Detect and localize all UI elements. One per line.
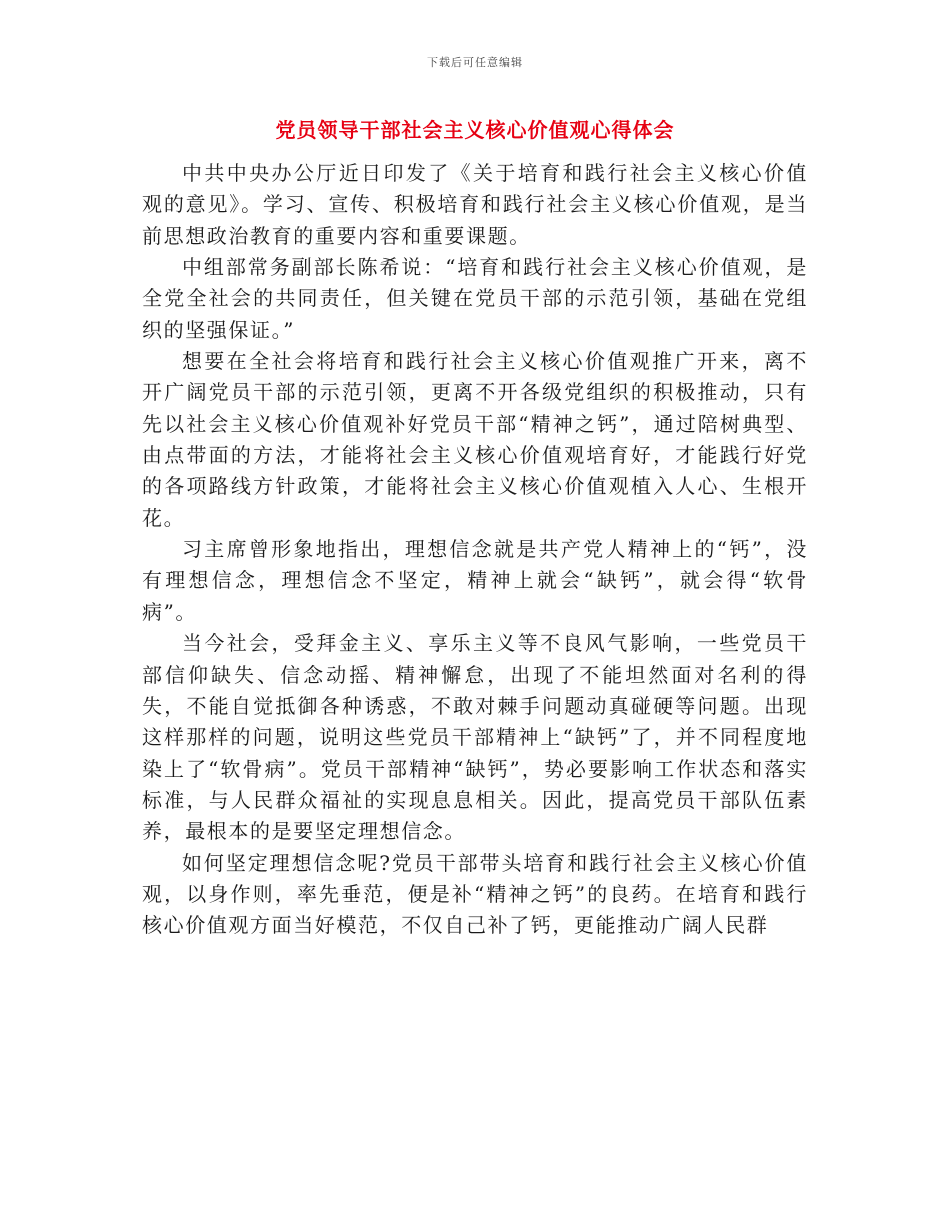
paragraph: 习主席曾形象地指出，理想信念就是共产党人精神上的“钙”，没有理想信念，理想信念不坚定，精神上就会“缺钙”，就会得“软骨病”。: [142, 537, 808, 624]
paragraph: 中共中央办公厅近日印发了《关于培育和践行社会主义核心价值观的意见》。学习、宣传、积极培育和践行社会主义核心价值观，是当前思想政治教育的重要内容和重要课题。: [142, 161, 808, 248]
paragraph: 中组部常务副部长陈希说：“培育和践行社会主义核心价值观，是全党全社会的共同责任，但关键在党员干部的示范引领，基础在党组织的坚强保证。”: [142, 255, 808, 342]
paragraph: 想要在全社会将培育和践行社会主义核心价值观推广开来，离不开广阔党员干部的示范引领，更离不开各级党组织的积极推动，只有先以社会主义核心价值观补好党员干部“精神之钙”，通过陪树典型、由点带面的方法，才能将社会主义核心价值观培育好，才能践行好党的各项路线方针政策，才能将社会主义核心价值观植入人心、生根开花。: [142, 349, 808, 530]
header-note: 下载后可任意编辑: [427, 56, 523, 69]
document-body: [142, 158, 808, 942]
paragraph: 如何坚定理想信念呢?党员干部带头培育和践行社会主义核心价值观，以身作则，率先垂范，便是补“精神之钙”的良药。在培育和践行核心价值观方面当好模范，不仅自己补了钙，更能推动广阔人民群: [142, 850, 808, 938]
document-title: 党员领导干部社会主义核心价值观心得体会: [275, 118, 675, 142]
paragraph: 当今社会，受拜金主义、享乐主义等不良风气影响，一些党员干部信仰缺失、信念动摇、精神懈怠，出现了不能坦然面对名利的得失，不能自觉抵御各种诱惑，不敢对棘手问题动真碰硬等问题。出现这样那样的问题，说明这些党员干部精神上“缺钙”了，并不同程度地染上了“软骨病”。党员干部精神“缺钙”，势必要影响工作状态和落实标准，与人民群众福祉的实现息息相关。因此，提高党员干部队伍素养，最根本的是要坚定理想信念。: [142, 631, 808, 844]
